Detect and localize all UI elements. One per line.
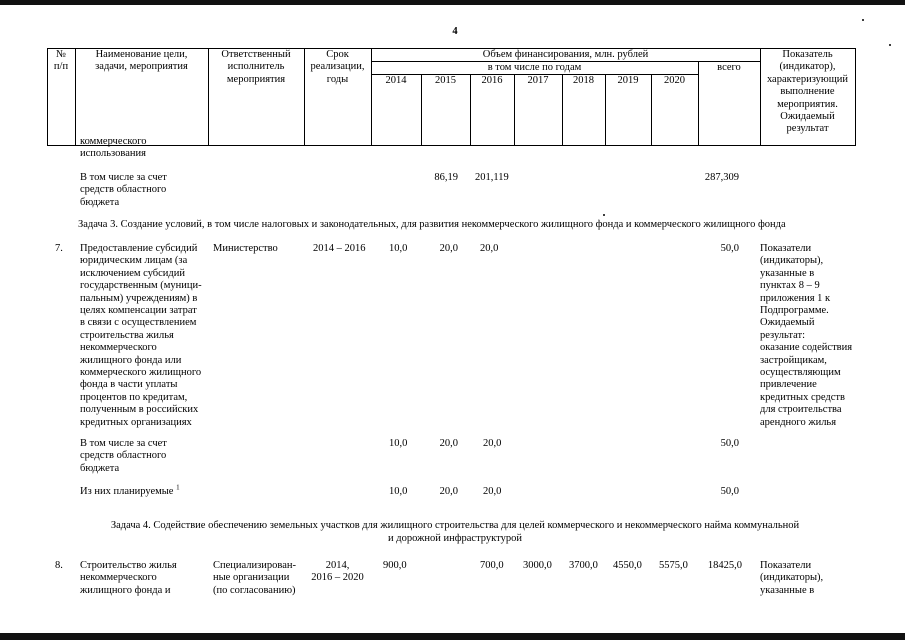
row-7-executor: Министерство <box>213 243 278 254</box>
row-incl2-name: В том числе за счет средств областного бюджета <box>80 438 167 474</box>
row-8-2016: 700,0 <box>480 560 504 571</box>
row-8-2020: 5575,0 <box>659 560 688 571</box>
header-year-2015: 2015 <box>435 75 456 86</box>
row-8-2019: 4550,0 <box>613 560 642 571</box>
row-incl2-2015: 20,0 <box>439 438 458 449</box>
scan-speck <box>889 44 891 46</box>
header-year-2014: 2014 <box>385 75 407 86</box>
row-incl1-name: В том числе за счет средств областного бюджета <box>80 172 167 208</box>
row-continuation-name: коммерческого использования <box>80 136 147 160</box>
row-7-total: 50,0 <box>720 243 739 254</box>
row-incl1-2016: 201,119 <box>475 172 509 183</box>
header-year-2018: 2018 <box>573 75 594 86</box>
header-col-no: № п/п <box>53 49 69 73</box>
row-planned-2015: 20,0 <box>439 486 458 497</box>
header-year-2019: 2019 <box>617 75 639 86</box>
scan-speck <box>603 214 605 216</box>
footnote-marker: 1 <box>176 483 180 492</box>
row-8-2014: 900,0 <box>383 560 407 571</box>
row-8-total: 18425,0 <box>707 560 742 571</box>
row-7-2016: 20,0 <box>480 243 499 254</box>
header-col-name: Наименование цели, задачи, мероприятия <box>95 49 188 73</box>
row-planned-2014: 10,0 <box>389 486 408 497</box>
row-planned-total: 50,0 <box>720 486 739 497</box>
header-year-2016: 2016 <box>481 75 503 86</box>
row-8-2018: 3700,0 <box>569 560 598 571</box>
row-7-term: 2014 – 2016 <box>313 243 366 254</box>
row-planned-label: Из них планируемые <box>80 486 174 497</box>
row-incl2-total: 50,0 <box>720 438 739 449</box>
row-incl2-2014: 10,0 <box>389 438 408 449</box>
row-8-2017: 3000,0 <box>523 560 552 571</box>
page-number: 4 <box>452 26 458 37</box>
row-8-number: 8. <box>55 560 63 571</box>
row-7-name: Предоставление субсидий юридическим лицам (за исключением субсидий государственным (муници- пальным) учреждениям) в целях компенсации затрат в связи с осуществлением строительства жилья некоммерческого жилищного фонда или коммерческого жилищного фонда в части уплаты процентов по кредитам, полученным в российских кредитных организациях <box>80 243 202 428</box>
row-7-2015: 20,0 <box>439 243 458 254</box>
header-year-2020: 2020 <box>664 75 685 86</box>
header-col-term: Срок реализации, годы <box>310 49 365 85</box>
bottom-border-bar <box>0 633 905 640</box>
row-8-indicator: Показатели (индикаторы), указанные в <box>760 560 824 596</box>
row-7-2014: 10,0 <box>389 243 408 254</box>
scan-speck <box>862 19 864 21</box>
task-4-heading-line2: и дорожной инфраструктурой <box>388 533 522 544</box>
row-incl1-total: 287,309 <box>704 172 739 183</box>
row-planned-name <box>80 483 180 498</box>
header-col-indicator: Показатель (индикатор), характеризующий выполнение мероприятия. Ожидаемый результат <box>766 49 849 135</box>
top-border-bar <box>0 0 905 5</box>
row-8-name: Строительство жилья некоммерческого жилищного фонда и <box>80 560 177 596</box>
row-8-term: 2014, 2016 – 2020 <box>311 560 364 584</box>
task-4-heading-line1: Задача 4. Содействие обеспечению земельных участков для жилищного строительства для целей коммерческого и некоммерческого найма коммунальной <box>110 520 800 531</box>
header-bottom-rule <box>47 145 855 146</box>
header-col-exec: Ответственный исполнитель мероприятия <box>221 49 291 85</box>
row-planned-2016: 20,0 <box>483 486 502 497</box>
row-incl1-2015: 86,19 <box>434 172 458 183</box>
header-col-total: всего <box>717 62 741 73</box>
task-3-heading: Задача 3. Создание условий, в том числе налоговых и законодательных, для развития некоммерческого жилищного фонда и коммерческого жилищного фонда <box>78 219 786 230</box>
header-col-fin: Объем финансирования, млн. рублей <box>482 49 649 60</box>
row-7-number: 7. <box>55 243 63 254</box>
grid-v <box>855 48 856 146</box>
row-7-indicator: Показатели (индикаторы), указанные в пунктах 8 – 9 приложения 1 к Подпрограмме. Ожидаемый результат: оказание содействия застройщикам, осуществляющим привлечение кредитных средств для строительства арендного жилья <box>760 243 853 428</box>
row-incl2-2016: 20,0 <box>483 438 502 449</box>
header-col-incl: в том числе по годам <box>487 62 582 73</box>
row-8-executor: Специализирован- ные организации (по согласованию) <box>213 560 296 596</box>
header-year-2017: 2017 <box>527 75 549 86</box>
